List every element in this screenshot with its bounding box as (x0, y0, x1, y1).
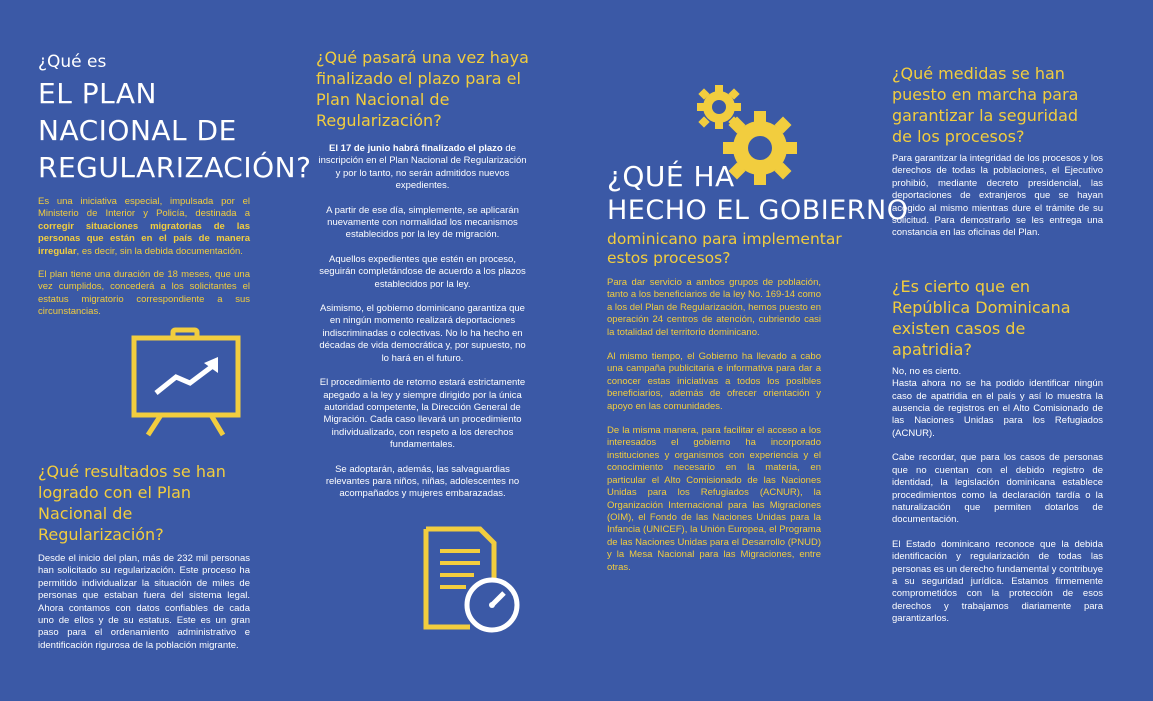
statelessness-text: Hasta ahora no se ha podido identificar ningún caso de apatridia en el país y así lo muestra la ausencia de registros en el Alto Comisionado de las Naciones Unidas para los Refugiados (ACNUR). (892, 378, 1103, 439)
no-deportations-text: Asimismo, el gobierno dominicano garantiza que en ningún momento realizará deportaciones indiscriminadas o colectivas. No lo ha hecho en décadas de vida democrática y, por supuesto, no lo hará en el futuro. (319, 303, 526, 364)
security-heading: ¿Qué medidas se han puesto en marcha para garantizar la seguridad de los procesos? (892, 64, 1079, 146)
government-title-line: HECHO EL GOBIERNO (607, 195, 909, 226)
presentation-chart-icon (128, 325, 243, 440)
pending-files-text: Aquellos expedientes que estén en proceso, seguirán completándose de acuerdo a los plazos establecidos por la ley. (319, 253, 526, 290)
results-text: Desde el inicio del plan, más de 232 mil personas han solicitado su regularización. Este proceso ha permitido individualizar la situación de miles de personas que estaban fuera del sistema legal. Ahora contamos con datos confiables de cada uno de ellos y de su estatus. Este es un gran paso para el ordenamiento administrativo e identificación rigurosa de la población migrante. (38, 553, 250, 651)
plan-description-a: Es una iniciativa especial, impulsada por el Ministerio de Interior y Policía, destinada a (38, 196, 250, 220)
results-heading: ¿Qué resultados se han logrado con el Plan Nacional de Regularización? (38, 462, 226, 544)
return-procedure-text: El procedimiento de retorno estará estrictamente apegado a la ley y siempre dirigido por la única autoridad competente, la Dirección General de Migración. Cada caso llevará un procedimiento individualizado, con respeto a los derechos fundamentales. (319, 377, 526, 451)
deadline-rest: de inscripción en el Plan Nacional de Regularización y por lo tanto, no serán admitidos nuevos expedientes. (318, 143, 527, 192)
statelessness-heading: ¿Es cierto que en República Dominicana existen casos de apatridia? (892, 276, 1071, 359)
deadline-heading: ¿Qué pasará una vez haya finalizado el plazo para el Plan Nacional de Regularización? (316, 48, 529, 130)
deadline-bold: El 17 de junio habrá finalizado el plazo (329, 143, 503, 154)
registry-text: Cabe recordar, que para los casos de personas que no cuentan con el debido registro de identidad, la legislación dominicana establece procedimientos como la declaración tardía o la naturalización que permiten dotarlos de documentación. (892, 452, 1103, 526)
main-title-line: NACIONAL DE (38, 114, 237, 147)
commitment-text: El Estado dominicano reconoce que la debida identificación y regularización de todas las personas es un derecho fundamental y contribuye a su seguridad jurídica. Estamos firmemente comprometidos con la protección de esos derechos y trabajamos diariamente para garantizarlos. (892, 538, 1103, 625)
intro-question: ¿Qué es (38, 52, 107, 72)
main-title-line: REGULARIZACIÓN? (38, 151, 312, 184)
campaign-text: Al mismo tiempo, el Gobierno ha llevado a cabo una campaña publicitaria e informativa para dar a conocer estas iniciativas a todos los posibles beneficiarios, además de ofrecer orientación y apoyo en las comunidades. (607, 351, 821, 412)
deadline-text (316, 143, 529, 193)
plan-description-c: , es decir, sin la debida documentación. (76, 245, 243, 257)
main-title-line: EL PLAN (38, 77, 157, 110)
plan-duration: El plan tiene una duración de 18 meses, que una vez cumplidos, concederá a los solicitantes el estatus migratorio correspondiente a sus circunstancias. (38, 269, 250, 318)
plan-description-bold: corregir situaciones migratorias de las personas que están en el país de manera irregular (38, 220, 250, 257)
main-title (38, 75, 312, 186)
statelessness-answer: No, no es cierto. (892, 365, 962, 377)
column-4 (892, 63, 1103, 626)
institutions-text: De la misma manera, para facilitar el acceso a los interesados el gobierno ha incorporado instituciones y organismos con experiencia y el conocimiento necesario en la materia, en particular el Alto Comisionado de las Naciones Unidas para los Refugiados (ACNUR), la Organización Internacional para las Migraciones (OIM), el Fondo de las Naciones Unidas para la Infancia (UNICEF), la Unión Europea, el Programa de las Naciones Unidas para el Desarrollo (PNUD) y la Mesa Nacional para las Migraciones, entre otras. (607, 425, 821, 573)
government-title-line: ¿QUÉ HA (607, 160, 735, 193)
service-centers-text: Para dar servicio a ambos grupos de población, tanto a los beneficiarios de la ley No. 169-14 como a los del Plan de Regularización, hemos puesto en operación 24 centros de atención, cubriendo casi la totalidad del territorio dominicano. (607, 277, 821, 338)
document-clock-icon (418, 523, 528, 638)
mechanisms-text: A partir de ese día, simplemente, se aplicarán nuevamente con normalidad los mecanismos establecidos por la ley de migración. (326, 204, 519, 241)
plan-description (38, 196, 250, 258)
security-text: Para garantizar la integridad de los procesos y los derechos de todas la poblaciones, el Ejecutivo prohibió, mediante decreto presidencial, las deportaciones de extranjeros que se hayan acogido al mismo mientras dure el trámite de su solicitud. Para demostrarlo se les entrega una constancia en las oficinas del Plan. (892, 153, 1103, 239)
column-1 (38, 0, 312, 319)
column-1-lower (38, 461, 250, 652)
column-2 (316, 47, 529, 501)
government-subtitle-line: dominicano para implementar (607, 230, 842, 248)
column-3 (607, 160, 909, 574)
government-subtitle-line: estos procesos? (607, 249, 731, 267)
safeguards-text: Se adoptarán, además, las salvaguardias relevantes para niños, niñas, adolescentes no acompañados y mujeres embarazadas. (325, 463, 520, 500)
